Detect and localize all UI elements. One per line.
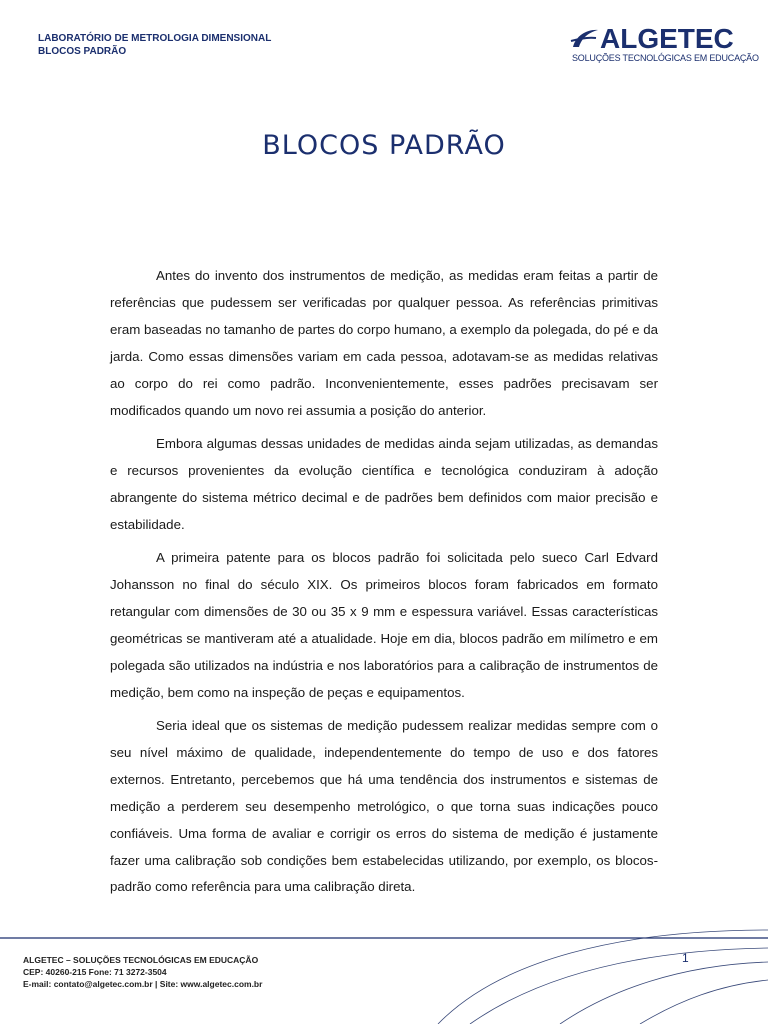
footer-info bbox=[23, 954, 262, 990]
page-number: 1 bbox=[682, 951, 689, 965]
paragraph: Antes do invento dos instrumentos de medição, as medidas eram feitas a partir de referências que pudessem ser verificadas por qualquer pessoa. As referências primitivas eram baseadas no tamanho de partes do corpo humano, a exemplo da polegada, do pé e da jarda. Como essas dimensões variam em cada pessoa, adotavam-se as medidas relativas ao corpo do rei como padrão. Inconvenientemente, esses padrões precisavam ser modificados quando um novo rei assumia a posição do anterior. bbox=[110, 268, 658, 418]
logo-wordmark: ALGETEC bbox=[600, 23, 734, 54]
header-subject: BLOCOS PADRÃO bbox=[38, 46, 127, 57]
paragraph: Seria ideal que os sistemas de medição pudessem realizar medidas sempre com o seu nível máximo de qualidade, independentemente do tempo de uso e dos fatores externos. Entretanto, percebemos que há uma tendência dos instrumentos e sistemas de medição a perderem seu desempenho metrológico, o que torna suas indicações pouco confiáveis. Uma forma de avaliar e corrigir os erros do sistema de medição é justamente fazer uma calibração sob condições bem estabelecidas utilizando, por exemplo, os blocos-padrão como referência para uma calibração direta. bbox=[110, 718, 658, 895]
paragraph: Embora algumas dessas unidades de medidas ainda sejam utilizadas, as demandas e recursos provenientes da evolução científica e tecnológica conduziram à adoção abrangente do sistema métrico decimal e de padrões bem definidos com maior precisão e estabilidade. bbox=[110, 435, 658, 532]
page-title: BLOCOS PADRÃO bbox=[262, 130, 506, 161]
footer-company: ALGETEC – SOLUÇÕES TECNOLÓGICAS EM EDUCAÇÃO bbox=[23, 955, 259, 965]
logo-tagline: SOLUÇÕES TECNOLÓGICAS EM EDUCAÇÃO bbox=[572, 53, 759, 63]
paragraph: A primeira patente para os blocos padrão foi solicitada pelo sueco Carl Edvard Johansson no final do século XIX. Os primeiros blocos foram fabricados em formato retangular com dimensões de 30 ou 35 x 9 mm e espessura variável. Essas características geométricas se mantiveram até a atualidade. Hoje em dia, blocos padrão em milímetro e em polegada são utilizados na indústria e nos laboratórios para a calibração de instrumentos de medição, bem como na inspeção de peças e equipamentos. bbox=[110, 550, 658, 700]
footer-contact: E-mail: contato@algetec.com.br | Site: www.algetec.com.br bbox=[23, 979, 263, 989]
footer-address: CEP: 40260-215 Fone: 71 3272-3504 bbox=[23, 967, 167, 977]
header-lab-name: LABORATÓRIO DE METROLOGIA DIMENSIONAL bbox=[38, 33, 272, 44]
